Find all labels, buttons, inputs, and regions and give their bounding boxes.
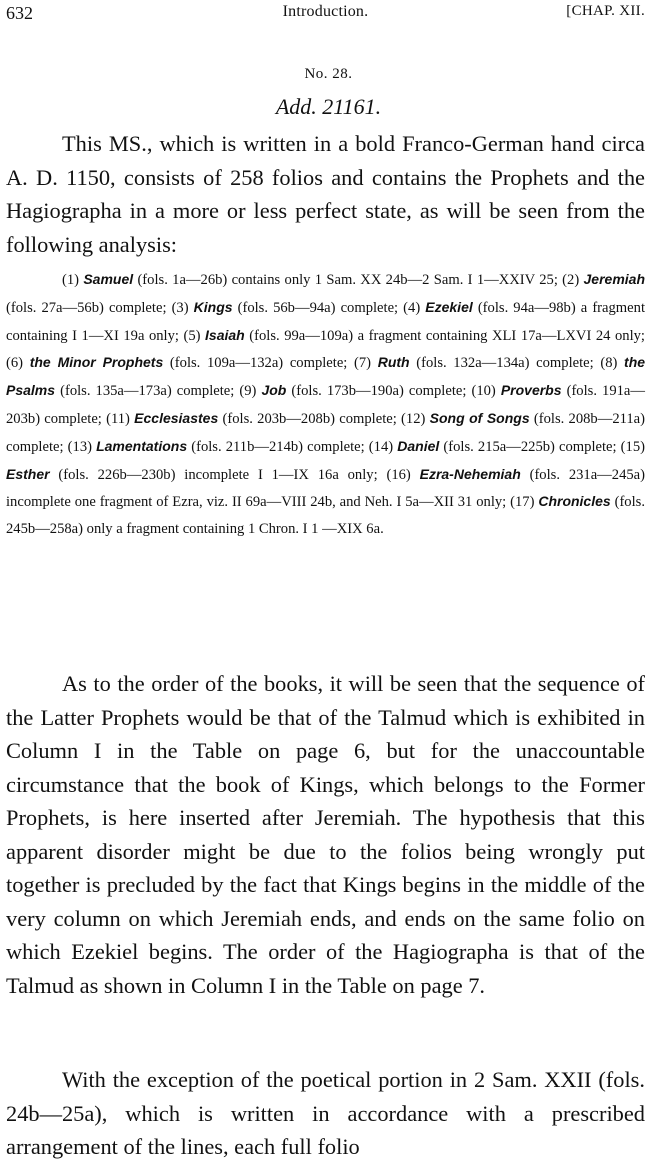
analysis-text: (fols. 27a—56b) complete; (3) [6,299,194,316]
manuscript-number: No. 28. [304,66,353,82]
analysis-text: (fols. 99a—109a) a fragment containing XLI 17a—LXVI 24 only; (6) [6,327,645,372]
analysis-text: (fols. 211b—214b) complete; (14) [187,438,398,455]
chapter-label: [CHAP. XII. [566,3,645,19]
analysis-text: (fols. 135a—173a) complete; (9) [55,383,262,400]
book-name: Job [261,382,287,399]
page-number: 632 [6,3,33,23]
book-name: Isaiah [205,326,245,343]
analysis-text: (fols. 173b—190a) complete; (10) [286,383,501,400]
book-name: Samuel [83,271,134,287]
analysis-text: (1) [62,272,84,288]
running-title: Introduction. [282,3,369,20]
book-name: Ecclesiastes [134,409,219,426]
book-name: Chronicles [538,493,611,510]
book-name: Kings [193,298,233,315]
book-name: Esther [6,465,50,482]
book-name: Daniel [397,437,440,454]
paragraph-exception: With the exception of the poetical portion in 2 Sam. XXII (fols. 24b—25a), which is written in accordance with a prescribed arrangement of the lines, each full folio [6,1067,645,1159]
analysis-text: (fols. 208b—211a) complete; (13) [6,410,646,455]
book-name: Lamentations [96,437,188,454]
paragraph-order: As to the order of the books, it will be seen that the sequence of the Latter Prophets would be that of the Talmud which is exhibited in Column I in the Table on page 6, but for the unaccountable circumstance that the book of Kings, which belongs to the Former Prophets, is here inserted after Jeremiah. The hypothesis that this apparent disorder might be due to the folios being wrongly put together is precluded by the fact that Kings begins in the middle of the very column on which Jeremiah ends, and ends on the same folio on which Ezekiel begins. The order of the Hagiographa is that of the Talmud as shown in Column I in the Table on page 7. [6,671,645,998]
paragraph-analysis [6,266,645,543]
analysis-text: (fols. 191a—203b) complete; (11) [6,383,645,427]
manuscript-shelfmark: Add. 21161. [275,94,382,119]
analysis-text: (fols. 1a—26b) contains only 1 Sam. XX 24b—2 Sam. I 1—XXIV 25; (2) [133,272,584,288]
analysis-text: (fols. 94a—98b) a fragment containing I 1—XI 19a only; (5) [6,299,645,344]
book-name: Jeremiah [583,271,645,287]
book-name: Proverbs [500,382,562,399]
analysis-text: (fols. 245b—258a) only a fragment containing 1 Chron. I 1 —XIX 6a. [6,494,645,538]
book-name: the Psalms [6,354,646,399]
book-name: the Minor Prophets [29,354,164,371]
analysis-text: (fols. 231a—245a) incomplete one fragment of Ezra, viz. II 69a—VIII 24b, and Neh. I 5a—XII 31 only; (17) [6,466,646,511]
analysis-text: (fols. 215a—225b) complete; (15) [439,438,645,455]
analysis-text: (fols. 203b—208b) complete; (12) [218,410,430,427]
analysis-text: (fols. 226b—230b) incomplete I 1—IX 16a only; (16) [49,466,420,483]
analysis-text: (fols. 109a—132a) complete; (7) [163,355,378,372]
book-name: Ezra-Nehemiah [419,465,521,482]
paragraph-description: This MS., which is written in a bold Franco-German hand circa A. D. 1150, consists of 258 folios and contains the Prophets and the Hagiographa in a more or less perfect state, as will be seen from the following analysis: [6,131,645,257]
book-name: Ruth [377,354,410,371]
analysis-text: (fols. 56b—94a) complete; (4) [232,299,426,316]
analysis-text: (fols. 132a—134a) complete; (8) [409,355,625,372]
running-head [6,3,645,25]
book-name: Ezekiel [425,298,473,315]
book-name: Song of Songs [429,409,530,426]
